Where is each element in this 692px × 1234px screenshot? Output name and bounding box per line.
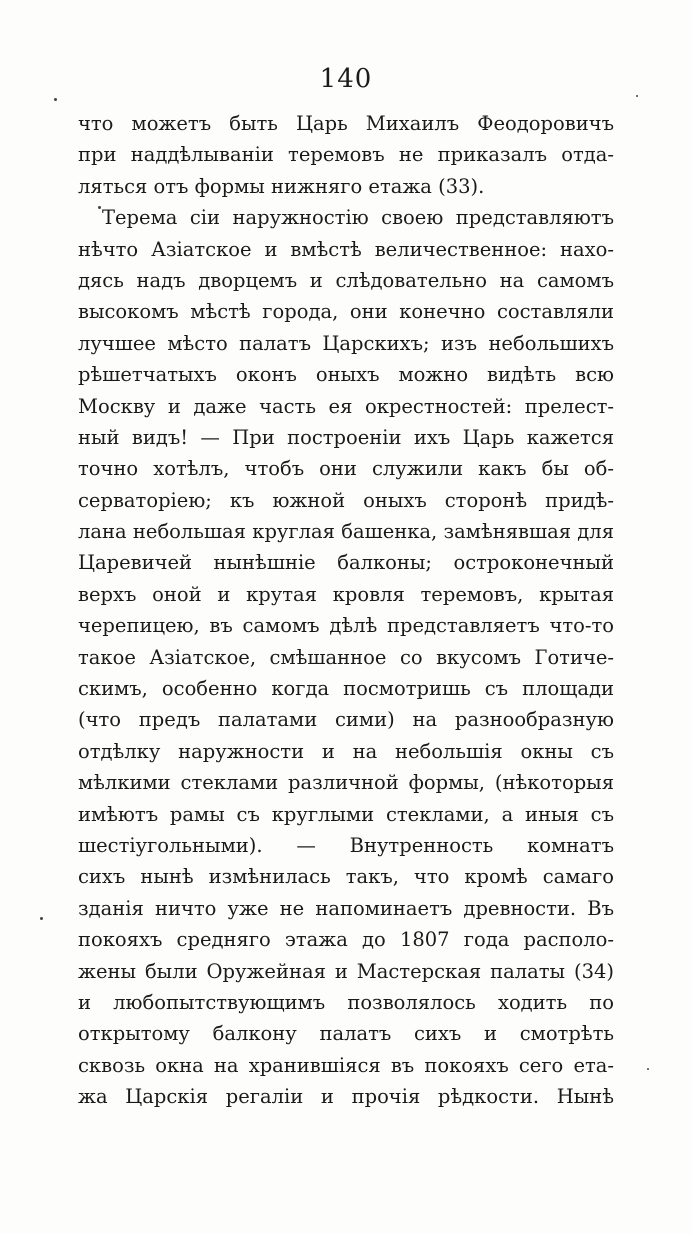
text-line: сквозь окна на хранившіяся въ покояхъ сего етa-: [78, 1053, 614, 1077]
text-line: Царевичей нынѣшніе балконы; остроконечный: [78, 551, 614, 575]
text-line: зданія ничто уже не напоминаетъ древности. Въ: [78, 896, 614, 920]
text-line: мѣлкими стеклами различной формы, (нѣкоторыя: [78, 771, 614, 795]
scan-speck: [54, 98, 57, 101]
text-line: жа Царскія регаліи и прочія рѣдкости. Нынѣ: [78, 1085, 614, 1109]
text-line: высокомъ мѣстѣ города, они конечно составляли: [78, 300, 614, 324]
text-line: покояхъ средняго этажа до 1807 года располо-: [78, 928, 614, 952]
page-number: 140: [319, 64, 373, 94]
text-line: серваторіею; къ южной оныхъ сторонѣ придѣ-: [78, 488, 614, 512]
text-line: отдѣлку наружности и на небольшія окны съ: [78, 739, 614, 763]
text-line: лучшее мѣсто палатъ Царскихъ; изъ небольшихъ: [78, 331, 614, 355]
scan-speck: [636, 95, 638, 97]
text-line: лана небольшая круглая башенка, замѣнявшая для: [78, 520, 614, 544]
text-line: при наддѣлываніи теремовъ не приказалъ отда-: [78, 143, 614, 167]
text-line: шестіугольными). — Внутренность комнатъ: [78, 833, 614, 857]
text-line: что можетъ быть Царь Михаилъ Феодоровичъ: [78, 112, 614, 135]
scan-speck: [40, 917, 43, 920]
text-line: нѣчто Азіатское и вмѣстѣ величественное: нахо-: [78, 237, 614, 261]
text-line: верхъ оной и крутая кровля теремовъ, крытая: [78, 582, 614, 606]
text-line: рѣшетчатыхъ оконъ оныхъ можно видѣть всю: [78, 363, 614, 387]
text-line: черепицею, въ самомъ дѣлѣ представляетъ что-то: [78, 614, 614, 638]
text-line: жены были Оружейная и Мастерская палаты (34): [78, 959, 614, 983]
text-line: Терема сіи наружностію своею представляютъ: [102, 206, 614, 230]
scan-speck: [647, 1068, 649, 1070]
scan-speck: [98, 206, 101, 209]
text-line: Москву и даже часть ея окрестностей: прелест-: [78, 394, 614, 418]
text-line: ный видъ! — При построеніи ихъ Царь кажется: [78, 425, 614, 449]
text-line: скимъ, особенно когда посмотришь съ площади: [78, 677, 614, 701]
text-line: открытому балкону палатъ сихъ и смотрѣть: [78, 1022, 614, 1046]
text-line: такое Азіатское, смѣшанное со вкусомъ Готиче-: [78, 645, 614, 669]
text-line: ляться отъ формы нижняго етажа (33).: [78, 174, 485, 198]
text-line: сихъ нынѣ измѣнилась такъ, что кромѣ самаго: [78, 865, 614, 889]
text-line: дясь надъ дворцемъ и слѣдовательно на самомъ: [78, 268, 614, 292]
body-text: [78, 108, 614, 1113]
text-line: (что предъ палатами сими) на разнообразную: [78, 708, 614, 732]
text-line: имѣютъ рамы съ круглыми стеклами, а иныя съ: [78, 802, 614, 826]
text-line: и любопытствующимъ позволялось ходить по: [78, 990, 614, 1014]
text-line: точно хотѣлъ, чтобъ они служили какъ бы об-: [78, 457, 614, 481]
